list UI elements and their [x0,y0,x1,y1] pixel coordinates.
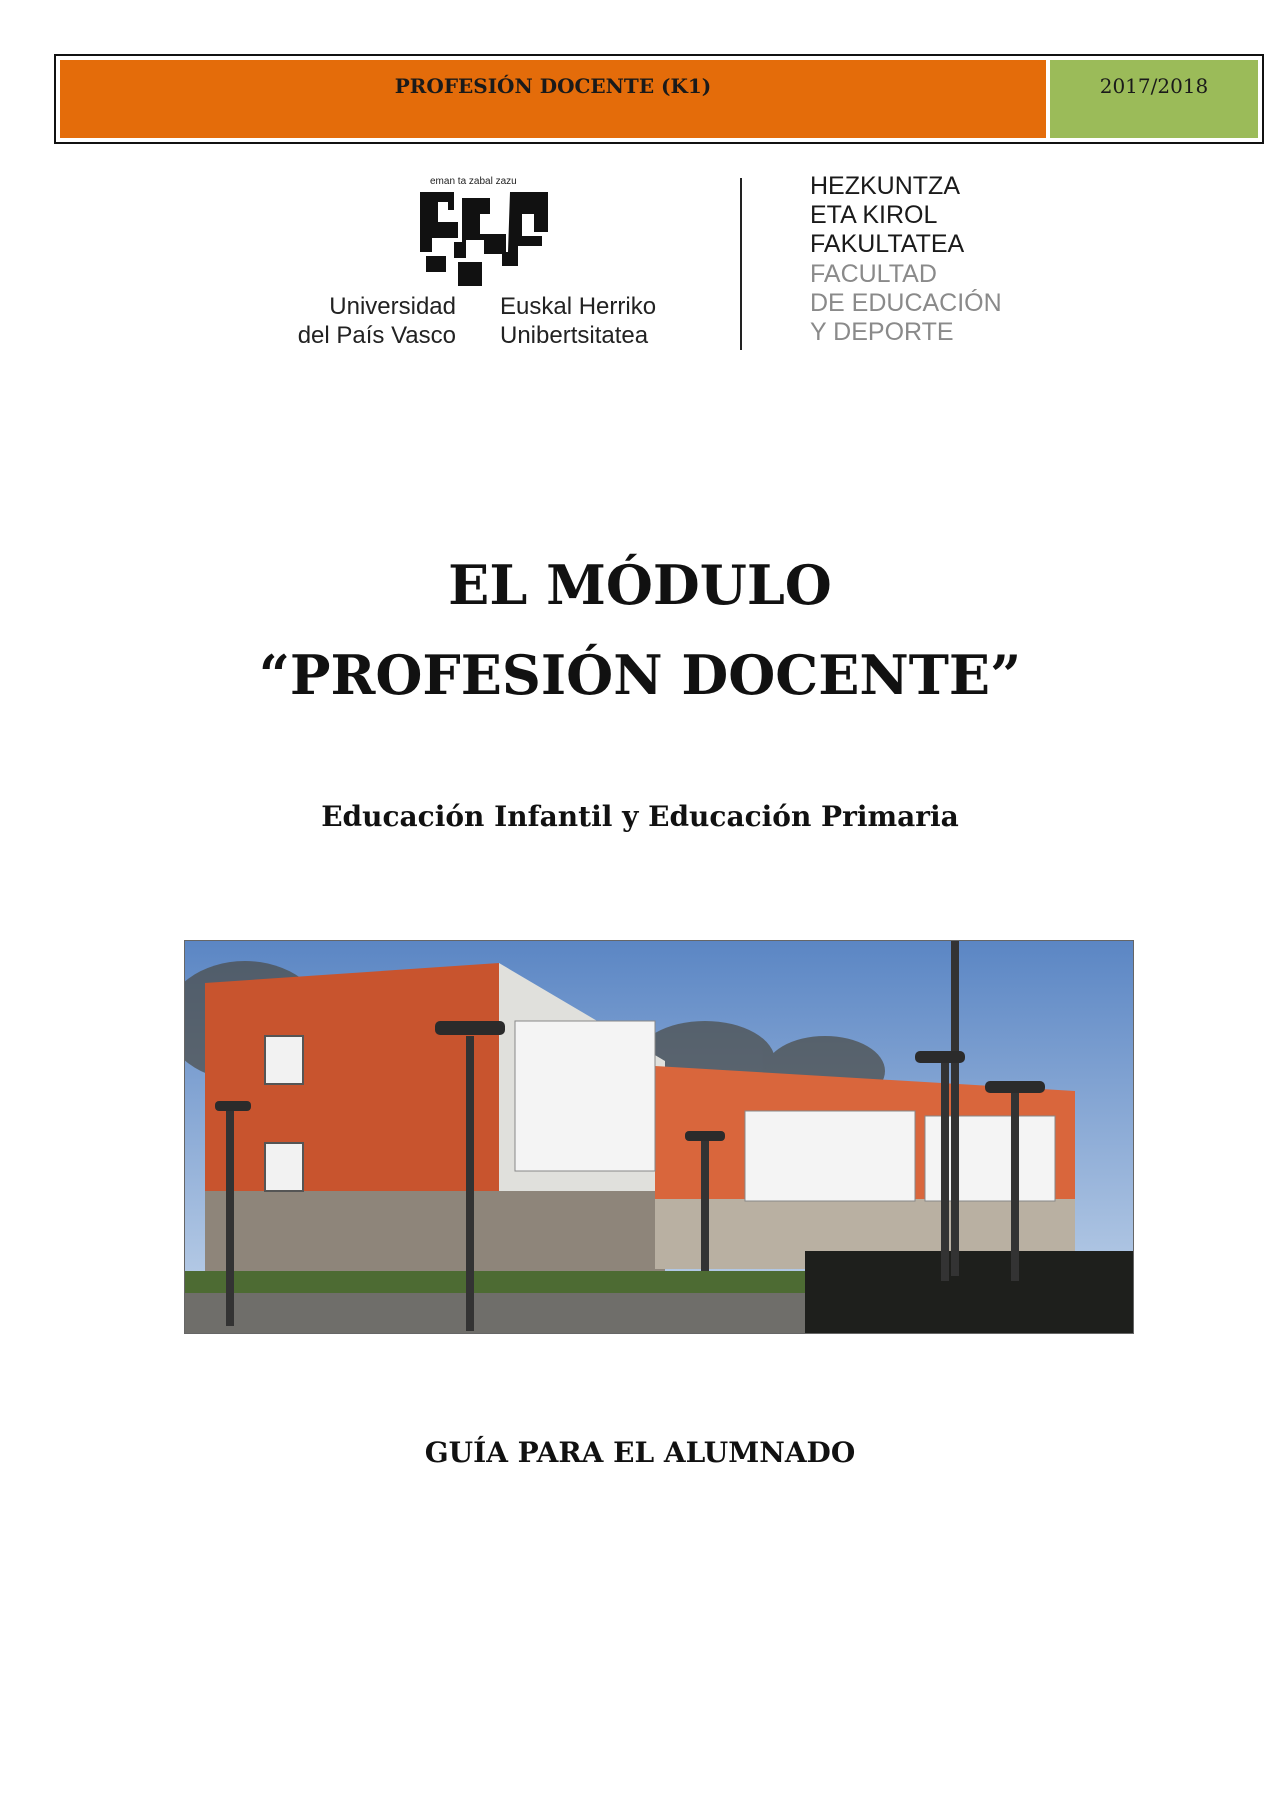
header-band [54,54,1264,144]
university-name-es: Universidad del País Vasco [297,293,456,349]
university-emblem-icon [418,192,550,292]
faculty-name-eu: HEZKUNTZA ETA KIROL FAKULTATEA [810,172,965,258]
title-line-2: “PROFESIÓN DOCENTE” [258,643,1022,707]
university-name-eu: Euskal Herriko Unibertsitatea [500,293,657,349]
title-line-1: EL MÓDULO [448,553,832,617]
academic-year: 2017/2018 [1050,60,1258,138]
student-guide-label: GUÍA PARA EL ALUMNADO [424,1436,856,1469]
logo-motto: eman ta zabal zazu [430,176,517,187]
document-subtitle: Educación Infantil y Educación Primaria [321,800,959,833]
course-title: PROFESIÓN DOCENTE (K1) [60,60,1046,138]
faculty-building-photo [184,940,1134,1334]
faculty-name-es: FACULTAD DE EDUCACIÓN Y DEPORTE [810,260,1002,346]
document-title [0,540,1280,720]
logo-divider [740,178,742,350]
university-logo [270,172,1030,352]
